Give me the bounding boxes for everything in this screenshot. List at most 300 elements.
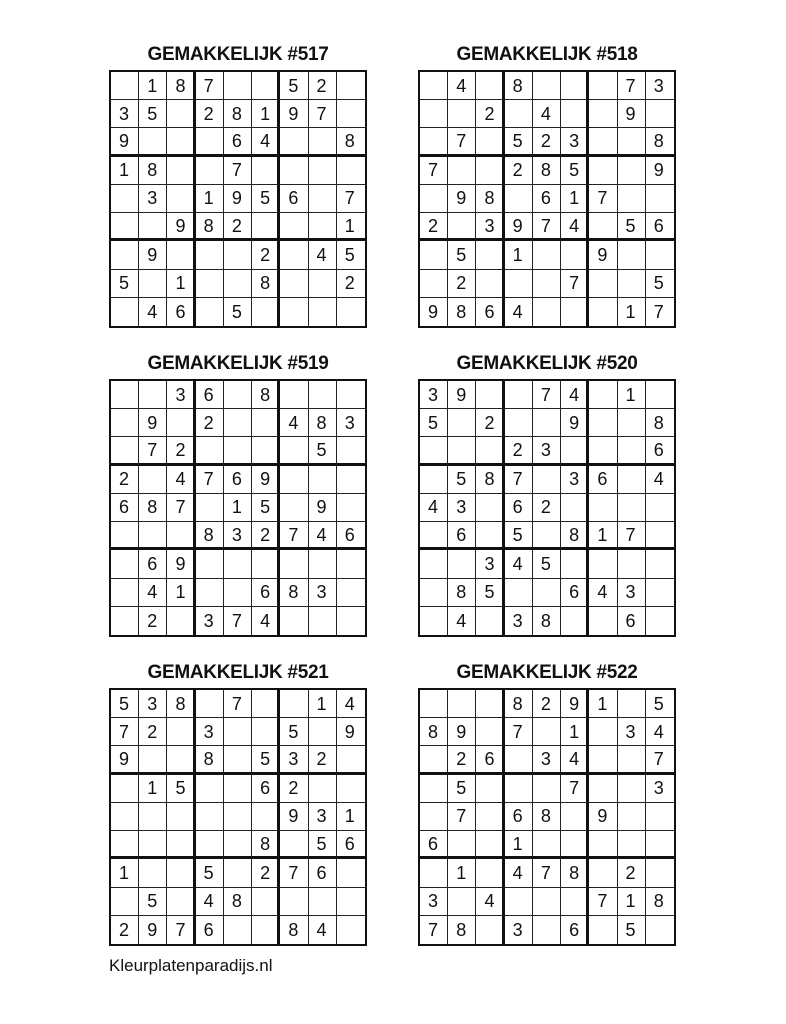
grid-cell <box>589 859 617 887</box>
grid-cell: 2 <box>139 718 167 746</box>
grid-cell: 7 <box>589 185 617 213</box>
grid-cell: 4 <box>309 522 337 550</box>
grid-cell <box>618 494 646 522</box>
grid-cell: 5 <box>139 100 167 128</box>
grid-cell <box>280 690 308 718</box>
grid-cell <box>448 157 476 185</box>
grid-cell: 2 <box>533 128 561 156</box>
grid-cell <box>196 298 224 326</box>
grid-cell: 3 <box>111 100 139 128</box>
grid-cell: 6 <box>224 128 252 156</box>
sudoku-grid <box>109 70 367 328</box>
grid-cell: 5 <box>139 888 167 916</box>
grid-cell: 1 <box>196 185 224 213</box>
grid-cell: 5 <box>196 859 224 887</box>
grid-cell <box>533 775 561 803</box>
grid-cell <box>252 550 280 578</box>
grid-cell: 7 <box>309 100 337 128</box>
grid-cell <box>533 916 561 944</box>
grid-cell: 9 <box>589 241 617 269</box>
grid-cell: 9 <box>505 213 533 241</box>
grid-cell <box>280 381 308 409</box>
grid-cell <box>111 213 139 241</box>
grid-cell: 3 <box>533 746 561 774</box>
grid-cell <box>337 298 365 326</box>
puzzle-title: GEMAKKELIJK #518 <box>456 44 638 65</box>
grid-cell <box>618 803 646 831</box>
grid-cell <box>505 270 533 298</box>
grid-cell <box>476 916 504 944</box>
grid-cell: 5 <box>533 550 561 578</box>
grid-cell: 1 <box>618 298 646 326</box>
grid-cell: 5 <box>646 270 674 298</box>
grid-cell <box>337 381 365 409</box>
grid-cell <box>224 746 252 774</box>
grid-cell <box>139 746 167 774</box>
grid-cell: 9 <box>252 466 280 494</box>
grid-cell <box>589 381 617 409</box>
grid-cell <box>196 550 224 578</box>
grid-cell: 8 <box>167 72 195 100</box>
grid-cell <box>111 381 139 409</box>
grid-cell: 7 <box>533 381 561 409</box>
grid-cell: 8 <box>448 579 476 607</box>
grid-cell: 6 <box>252 775 280 803</box>
grid-cell <box>167 803 195 831</box>
grid-cell: 1 <box>448 859 476 887</box>
grid-cell: 7 <box>505 466 533 494</box>
grid-cell: 6 <box>224 466 252 494</box>
grid-cell: 3 <box>618 718 646 746</box>
grid-cell <box>167 241 195 269</box>
grid-cell <box>196 494 224 522</box>
grid-cell <box>337 607 365 635</box>
grid-cell: 6 <box>252 579 280 607</box>
grid-cell <box>309 550 337 578</box>
grid-cell: 2 <box>337 270 365 298</box>
grid-cell <box>309 466 337 494</box>
grid-cell <box>618 831 646 859</box>
grid-cell <box>252 803 280 831</box>
grid-cell: 7 <box>420 157 448 185</box>
grid-cell: 1 <box>618 381 646 409</box>
grid-cell: 5 <box>505 522 533 550</box>
grid-cell: 7 <box>618 522 646 550</box>
grid-cell <box>196 157 224 185</box>
grid-cell: 8 <box>448 916 476 944</box>
grid-cell <box>309 775 337 803</box>
grid-cell: 1 <box>618 888 646 916</box>
grid-cell <box>505 775 533 803</box>
grid-cell: 8 <box>505 690 533 718</box>
grid-cell: 6 <box>448 522 476 550</box>
grid-cell: 9 <box>448 718 476 746</box>
grid-cell: 6 <box>337 522 365 550</box>
grid-cell <box>224 409 252 437</box>
grid-cell <box>224 831 252 859</box>
grid-cell <box>280 466 308 494</box>
grid-cell: 9 <box>337 718 365 746</box>
grid-cell <box>252 72 280 100</box>
grid-cell: 5 <box>309 831 337 859</box>
grid-cell <box>224 775 252 803</box>
grid-cell <box>280 270 308 298</box>
grid-cell: 8 <box>476 185 504 213</box>
grid-cell: 8 <box>167 690 195 718</box>
grid-cell: 5 <box>167 775 195 803</box>
grid-cell <box>618 241 646 269</box>
grid-cell: 8 <box>476 466 504 494</box>
grid-cell: 8 <box>646 409 674 437</box>
grid-cell <box>618 437 646 465</box>
grid-cell <box>196 241 224 269</box>
grid-cell <box>561 831 589 859</box>
grid-cell: 1 <box>561 185 589 213</box>
grid-cell: 3 <box>561 466 589 494</box>
grid-cell <box>309 381 337 409</box>
grid-cell: 9 <box>561 690 589 718</box>
grid-cell <box>476 831 504 859</box>
grid-cell <box>476 241 504 269</box>
grid-cell <box>476 72 504 100</box>
grid-cell <box>646 241 674 269</box>
grid-cell: 4 <box>196 888 224 916</box>
grid-cell: 1 <box>309 690 337 718</box>
grid-cell <box>167 746 195 774</box>
grid-cell <box>476 381 504 409</box>
puzzle-title: GEMAKKELIJK #517 <box>147 44 329 65</box>
grid-cell <box>337 859 365 887</box>
grid-cell: 4 <box>448 72 476 100</box>
grid-cell <box>476 803 504 831</box>
grid-cell <box>111 550 139 578</box>
grid-cell: 4 <box>561 381 589 409</box>
grid-cell <box>252 690 280 718</box>
grid-cell <box>618 775 646 803</box>
grid-cell <box>167 522 195 550</box>
grid-cell <box>646 550 674 578</box>
grid-cell: 7 <box>196 466 224 494</box>
grid-cell: 9 <box>589 803 617 831</box>
grid-cell: 2 <box>618 859 646 887</box>
grid-cell <box>420 100 448 128</box>
grid-cell: 5 <box>224 298 252 326</box>
grid-cell: 1 <box>167 579 195 607</box>
grid-cell: 2 <box>533 494 561 522</box>
grid-cell: 4 <box>448 607 476 635</box>
grid-cell: 2 <box>448 746 476 774</box>
grid-cell: 8 <box>561 859 589 887</box>
grid-cell <box>561 100 589 128</box>
grid-cell <box>476 690 504 718</box>
grid-cell: 7 <box>139 437 167 465</box>
grid-cell <box>533 270 561 298</box>
grid-cell <box>618 690 646 718</box>
grid-cell <box>533 241 561 269</box>
grid-cell <box>139 213 167 241</box>
grid-cell <box>533 579 561 607</box>
grid-cell <box>111 888 139 916</box>
grid-cell <box>224 803 252 831</box>
grid-cell <box>589 128 617 156</box>
grid-cell <box>196 579 224 607</box>
grid-cell <box>476 157 504 185</box>
grid-cell: 2 <box>252 859 280 887</box>
grid-cell: 4 <box>280 409 308 437</box>
grid-cell: 3 <box>533 437 561 465</box>
grid-cell: 6 <box>139 550 167 578</box>
grid-cell: 8 <box>337 128 365 156</box>
grid-cell: 8 <box>646 128 674 156</box>
grid-cell <box>505 746 533 774</box>
grid-cell: 3 <box>196 607 224 635</box>
grid-cell <box>476 437 504 465</box>
grid-cell: 7 <box>533 859 561 887</box>
grid-cell <box>111 241 139 269</box>
grid-cell: 5 <box>618 213 646 241</box>
grid-cell: 5 <box>420 409 448 437</box>
grid-cell: 9 <box>420 298 448 326</box>
grid-cell <box>646 859 674 887</box>
grid-cell: 7 <box>337 185 365 213</box>
grid-cell <box>618 270 646 298</box>
grid-cell: 2 <box>111 916 139 944</box>
grid-cell <box>280 607 308 635</box>
grid-cell: 5 <box>618 916 646 944</box>
grid-cell <box>280 888 308 916</box>
grid-cell: 6 <box>561 916 589 944</box>
grid-cell <box>589 916 617 944</box>
grid-cell <box>589 298 617 326</box>
grid-cell <box>420 859 448 887</box>
grid-cell <box>337 746 365 774</box>
grid-cell <box>196 803 224 831</box>
grid-cell: 2 <box>280 775 308 803</box>
grid-cell <box>618 746 646 774</box>
grid-cell: 2 <box>196 409 224 437</box>
grid-cell: 7 <box>646 746 674 774</box>
grid-cell: 1 <box>505 831 533 859</box>
grid-cell: 4 <box>589 579 617 607</box>
grid-cell <box>139 466 167 494</box>
grid-cell <box>167 888 195 916</box>
grid-cell: 7 <box>224 157 252 185</box>
grid-cell: 8 <box>646 888 674 916</box>
grid-cell: 3 <box>646 775 674 803</box>
grid-cell: 4 <box>252 607 280 635</box>
grid-cell <box>420 128 448 156</box>
grid-cell <box>252 888 280 916</box>
grid-cell: 3 <box>167 381 195 409</box>
grid-cell <box>337 579 365 607</box>
grid-cell: 5 <box>505 128 533 156</box>
grid-cell: 9 <box>111 746 139 774</box>
grid-cell: 9 <box>646 157 674 185</box>
grid-cell <box>589 72 617 100</box>
grid-cell <box>505 579 533 607</box>
grid-cell <box>420 437 448 465</box>
grid-cell <box>309 157 337 185</box>
grid-cell: 6 <box>476 746 504 774</box>
grid-cell: 4 <box>505 298 533 326</box>
grid-cell: 5 <box>309 437 337 465</box>
grid-cell: 5 <box>646 690 674 718</box>
grid-cell: 5 <box>337 241 365 269</box>
grid-cell: 2 <box>505 437 533 465</box>
grid-cell <box>646 607 674 635</box>
grid-cell: 9 <box>280 100 308 128</box>
grid-cell <box>589 270 617 298</box>
grid-cell <box>646 916 674 944</box>
grid-cell <box>533 831 561 859</box>
grid-cell <box>448 409 476 437</box>
grid-cell: 7 <box>653 301 664 322</box>
grid-cell <box>139 381 167 409</box>
grid-cell: 2 <box>420 213 448 241</box>
grid-cell <box>533 72 561 100</box>
grid-cell: 5 <box>476 579 504 607</box>
grid-cell <box>252 298 280 326</box>
grid-cell: 2 <box>448 270 476 298</box>
grid-cell: 9 <box>448 185 476 213</box>
grid-cell <box>111 72 139 100</box>
grid-cell: 7 <box>448 803 476 831</box>
puzzle-title: GEMAKKELIJK #522 <box>456 662 638 683</box>
grid-cell: 3 <box>196 718 224 746</box>
grid-cell: 3 <box>505 916 533 944</box>
grid-cell: 7 <box>561 775 589 803</box>
grid-cell: 8 <box>280 916 308 944</box>
grid-cell <box>337 775 365 803</box>
site-credit: Kleurplatenparadijs.nl <box>109 956 273 975</box>
grid-cell <box>505 409 533 437</box>
grid-cell <box>448 888 476 916</box>
grid-cell <box>111 298 139 326</box>
grid-cell: 9 <box>167 550 195 578</box>
grid-cell <box>167 859 195 887</box>
grid-cell <box>337 916 365 944</box>
grid-cell <box>476 270 504 298</box>
grid-cell: 6 <box>505 494 533 522</box>
grid-cell: 7 <box>448 128 476 156</box>
grid-cell: 8 <box>252 381 280 409</box>
grid-cell <box>252 409 280 437</box>
grid-cell <box>111 775 139 803</box>
grid-cell: 4 <box>420 494 448 522</box>
grid-cell: 7 <box>533 213 561 241</box>
grid-cell: 3 <box>420 888 448 916</box>
grid-cell <box>476 128 504 156</box>
grid-cell <box>224 72 252 100</box>
grid-cell <box>139 128 167 156</box>
grid-cell <box>280 831 308 859</box>
grid-cell <box>196 775 224 803</box>
grid-cell: 7 <box>561 270 589 298</box>
grid-cell: 2 <box>533 690 561 718</box>
grid-cell <box>505 381 533 409</box>
grid-cell <box>589 494 617 522</box>
grid-cell <box>280 437 308 465</box>
grid-cell <box>589 157 617 185</box>
grid-cell: 9 <box>167 213 195 241</box>
grid-cell <box>337 494 365 522</box>
grid-cell <box>111 579 139 607</box>
grid-cell: 7 <box>167 494 195 522</box>
grid-cell <box>561 494 589 522</box>
grid-cell: 5 <box>252 494 280 522</box>
grid-cell: 1 <box>139 72 167 100</box>
grid-cell <box>476 859 504 887</box>
grid-cell <box>618 466 646 494</box>
grid-cell: 4 <box>309 241 337 269</box>
grid-cell <box>111 607 139 635</box>
grid-cell <box>280 128 308 156</box>
sudoku-grid <box>418 379 676 637</box>
grid-cell: 4 <box>561 746 589 774</box>
grid-cell <box>448 100 476 128</box>
grid-cell: 8 <box>533 803 561 831</box>
grid-cell <box>252 213 280 241</box>
grid-cell: 3 <box>309 803 337 831</box>
grid-cell <box>224 579 252 607</box>
grid-cell <box>167 100 195 128</box>
grid-cell <box>196 437 224 465</box>
grid-cell: 8 <box>505 72 533 100</box>
grid-cell: 8 <box>280 579 308 607</box>
grid-cell: 6 <box>533 185 561 213</box>
grid-cell <box>420 72 448 100</box>
grid-cell <box>646 831 674 859</box>
grid-cell <box>589 437 617 465</box>
grid-cell <box>309 213 337 241</box>
grid-cell: 3 <box>337 409 365 437</box>
grid-cell: 5 <box>111 270 139 298</box>
grid-cell: 7 <box>420 916 448 944</box>
grid-cell: 9 <box>224 185 252 213</box>
grid-cell <box>533 298 561 326</box>
grid-cell <box>561 72 589 100</box>
grid-cell <box>224 916 252 944</box>
grid-cell <box>618 128 646 156</box>
grid-cell: 2 <box>309 746 337 774</box>
grid-cell <box>196 831 224 859</box>
grid-cell <box>167 831 195 859</box>
grid-cell <box>280 241 308 269</box>
grid-cell: 8 <box>561 522 589 550</box>
grid-cell <box>196 128 224 156</box>
grid-cell <box>589 746 617 774</box>
puzzle-title: GEMAKKELIJK #519 <box>147 353 329 374</box>
grid-cell: 3 <box>420 381 448 409</box>
grid-cell: 3 <box>309 579 337 607</box>
grid-cell <box>646 494 674 522</box>
grid-cell <box>476 718 504 746</box>
grid-cell: 3 <box>224 522 252 550</box>
grid-cell <box>448 437 476 465</box>
grid-cell: 8 <box>533 607 561 635</box>
grid-cell <box>252 916 280 944</box>
grid-cell: 8 <box>196 746 224 774</box>
grid-cell: 9 <box>280 803 308 831</box>
grid-cell <box>533 522 561 550</box>
grid-cell: 1 <box>111 157 139 185</box>
grid-cell <box>139 270 167 298</box>
grid-cell <box>337 466 365 494</box>
grid-cell: 3 <box>618 579 646 607</box>
grid-cell: 8 <box>196 213 224 241</box>
grid-cell <box>224 241 252 269</box>
grid-cell: 2 <box>196 100 224 128</box>
